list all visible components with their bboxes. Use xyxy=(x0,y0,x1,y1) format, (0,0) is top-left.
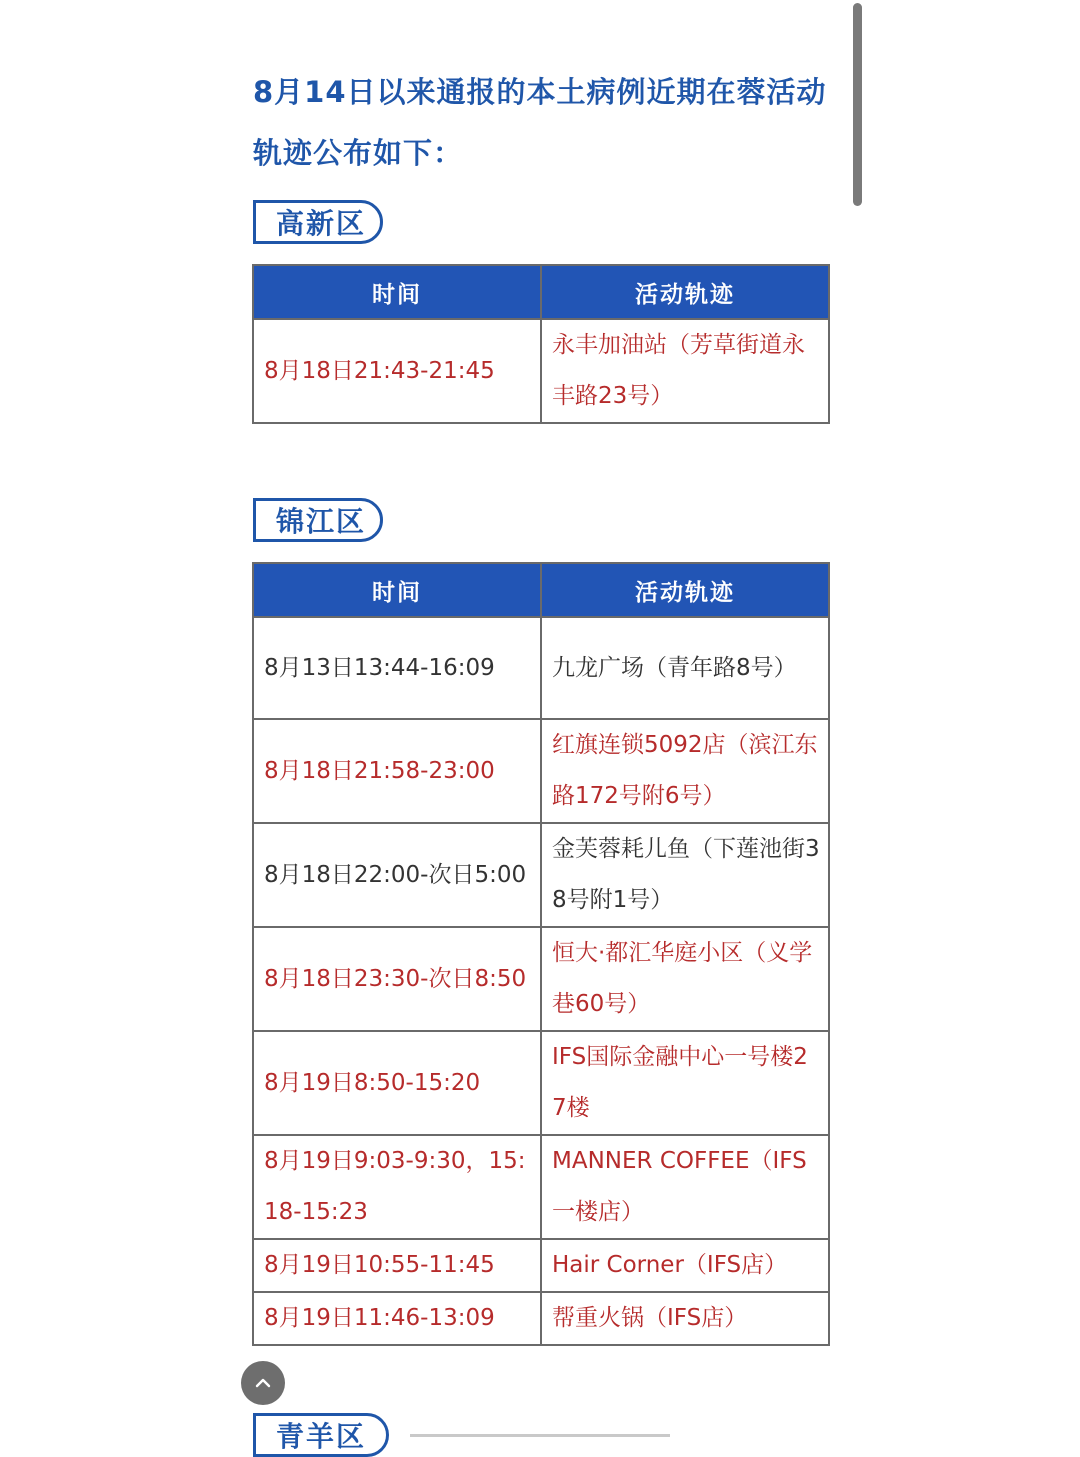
trajectory-table-jinjiang xyxy=(252,562,830,1346)
column-header-time: 时间 xyxy=(253,265,541,319)
column-header-time: 时间 xyxy=(253,563,541,617)
table-row xyxy=(253,927,829,1031)
time-cell: 8月19日10:55-11:45 xyxy=(253,1239,541,1292)
time-cell: 8月18日23:30-次日8:50 xyxy=(253,927,541,1031)
table-row xyxy=(253,823,829,927)
column-header-trajectory: 活动轨迹 xyxy=(541,563,829,617)
time-cell: 8月13日13:44-16:09 xyxy=(253,617,541,719)
time-cell: 8月19日11:46-13:09 xyxy=(253,1292,541,1345)
column-header-trajectory: 活动轨迹 xyxy=(541,265,829,319)
district-label: 高新区 xyxy=(276,207,367,240)
table-row xyxy=(253,617,829,719)
table-row xyxy=(253,1239,829,1292)
time-cell: 8月19日8:50-15:20 xyxy=(253,1031,541,1135)
district-label: 青羊区 xyxy=(276,1420,367,1453)
trajectory-table-gaoxin xyxy=(252,264,830,424)
table-row xyxy=(253,319,829,423)
table-row xyxy=(253,1135,829,1239)
table-row xyxy=(253,719,829,823)
place-cell: 帮重火锅（IFS店） xyxy=(541,1292,829,1345)
scroll-to-top-button[interactable] xyxy=(241,1361,285,1405)
time-cell: 8月18日21:43-21:45 xyxy=(253,319,541,423)
divider xyxy=(410,1434,670,1437)
place-cell: 恒大·都汇华庭小区（义学巷60号） xyxy=(541,927,829,1031)
place-cell: 永丰加油站（芳草街道永丰路23号） xyxy=(541,319,829,423)
page-scrollbar[interactable] xyxy=(853,3,862,206)
time-cell: 8月19日9:03-9:30，15:18-15:23 xyxy=(253,1135,541,1239)
district-tag-qingyang xyxy=(253,1413,389,1457)
district-tag-gaoxin xyxy=(253,200,383,244)
place-cell: Hair Corner（IFS店） xyxy=(541,1239,829,1292)
page-headline: 8月14日以来通报的本土病例近期在蓉活动轨迹公布如下： xyxy=(253,75,827,170)
district-label: 锦江区 xyxy=(276,505,367,538)
place-cell: IFS国际金融中心一号楼27楼 xyxy=(541,1031,829,1135)
chevron-up-icon xyxy=(253,1373,273,1393)
table-row xyxy=(253,1031,829,1135)
place-cell: 红旗连锁5092店（滨江东路172号附6号） xyxy=(541,719,829,823)
place-cell: MANNER COFFEE（IFS一楼店） xyxy=(541,1135,829,1239)
table-row xyxy=(253,1292,829,1345)
time-cell: 8月18日22:00-次日5:00 xyxy=(253,823,541,927)
place-cell: 九龙广场（青年路8号） xyxy=(541,617,829,719)
time-cell: 8月18日21:58-23:00 xyxy=(253,719,541,823)
place-cell: 金芙蓉耗儿鱼（下莲池街38号附1号） xyxy=(541,823,829,927)
district-tag-jinjiang xyxy=(253,498,383,542)
